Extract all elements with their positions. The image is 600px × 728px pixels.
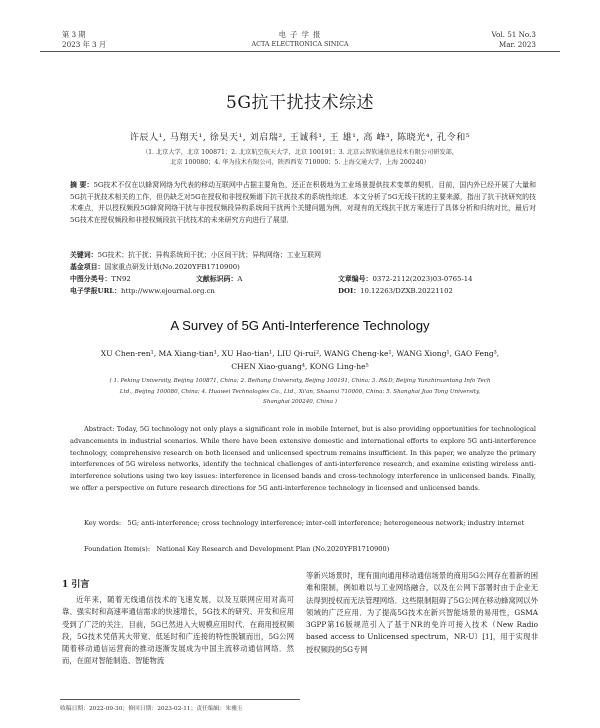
- affiliations-en: ( 1. Peking University, Beijing 100871, China; 2. Beihang University, Beijing 100191, China; 3. R&D, Beijing Yunzhiruantong Info Tech Ltd., Beijing 100080, China; 4. Huawei Technologies Co., Ltd., Xi'an, Shaanxi 710000, China; 5. Shanghai Jiao Tong University, Shanghai 200240, China ): [109, 378, 491, 406]
- affiliations-cn: [60, 148, 540, 168]
- abstract-label-en: Abstract:: [84, 425, 115, 433]
- affiliation-line: （1. 北京大学，北京 100871；2. 北京航空航天大学，北京 100191；3. 北京云智软通信息技术有限公司研发部，: [141, 149, 459, 156]
- abstract-text-en: Today, 5G technology not only plays a significant role in mobile Internet, but is also providing opportunities for technological advancements in industrial scenarios. While there have been extensive domestic and international efforts to explore 5G anti-interference technology, comprehensive research on both licensed and unlicensed spectrum remains insufficient. In this paper, we analyze the primary interferences of 5G wireless networks, identify the technical challenges of anti-interference research, and examine existing wireless anti-interference solutions using two key issues: interference in licensed bands and cross-technology interference in unlicensed bands. Finally, we offer a perspective on future research directions for 5G anti-interference technology in licensed and unlicensed bands.: [70, 425, 536, 492]
- volume-info: Vol. 51 No.3: [491, 30, 536, 39]
- journal-name-en: ACTA ELECTRONICA SINICA: [251, 40, 349, 48]
- abstract-en: [70, 424, 536, 495]
- affiliation-line: 北京 100080；4. 华为技术有限公司，陕西西安 710000；5. 上海交通大学，上海 200240）: [170, 159, 430, 166]
- document-code: 文献标识码：A: [196, 275, 243, 283]
- section-heading-intro: 1 引言: [62, 580, 90, 590]
- abstract-label-cn: 摘 要：: [70, 181, 94, 189]
- keywords-en: Key words: 5G; anti-interference; cross technology interference; inter-cell interference; heterogeneous network; industry internet: [84, 519, 525, 527]
- paper-title-en: A Survey of 5G Anti-Interference Technology: [170, 318, 430, 333]
- journal-url: 电子学报URL：http://www.ejournal.org.cn: [70, 287, 215, 295]
- fund-cn: 基金项目：国家重点研发计划(No.2020YFB1710900): [70, 263, 240, 271]
- authors-en: XU Chen-ren¹, MA Xiang-tian¹, XU Hao-tian¹, LIU Qi-rui², WANG Cheng-ke¹, WANG Xiong¹, GAO Feng³, CHEN Xiao-guang⁴, KONG Ling-he⁵: [100, 349, 500, 371]
- received-date-footnote: 收稿日期：2022-09-30；修回日期：2023-02-11；责任编辑：朱雅玉: [60, 706, 243, 712]
- month-info: Mar. 2023: [498, 40, 536, 49]
- issue-date: 2023 年 3 月: [62, 40, 107, 49]
- abstract-cn: [70, 180, 536, 227]
- footnote-rule: [60, 699, 300, 700]
- journal-name-cn: 电 子 学 报: [278, 30, 322, 39]
- doi: DOI：10.12263/DZXB.20221102: [338, 287, 453, 295]
- article-number: 文章编号：0372-2112(2023)03-0765-14: [338, 275, 473, 283]
- clc-number: 中图分类号：TN92: [70, 275, 131, 283]
- intro-left-column: 近年来，随着无线通信技术的飞速发展，以及互联网应用对高可靠、强实时和高速率通信需求的快速增长，5G技术的研究、开发和应用受到了广泛的关注．目前，5G已然进入大规模应用时代．在商用授权频段，5G技术凭借其大带宽、低延时和广连接的特性脱颖而出，5G公网随着移动通信运营商的推动逐渐发展成为中国主流移动通信网络．然而，在面对智能制造、智能物流: [62, 595, 294, 666]
- abstract-text-cn: 5G技术不仅在以蜂窝网络为代表的移动互联网中占据主要角色，还正在积极地为工业场景提供技术变革的契机．目前，国内外已经开展了大量和5G抗干扰技术相关的工作，但仍缺乏对5G在授权和非授权频谱下抗干扰技术的系统性综述．本文分析了5G无线干扰的主要来源，指出了抗干扰研究的技术难点，并以授权频段5G蜂窝网络干扰与非授权频段异构系统间干扰两个关键问题为例，对现有的无线抗干扰方案进行了具体分析和归纳对比，最后对5G技术在授权频段和非授权频段抗干扰技术的未来研究方向进行了展望．: [70, 181, 536, 225]
- authors-cn: 许辰人¹, 马翔天¹, 徐昊天¹, 刘启瑞², 王诚科¹, 王 雄¹, 高 峰³, 陈晓光⁴, 孔令和⁵: [129, 133, 471, 143]
- issue-number: 第 3 期: [62, 30, 86, 39]
- header-rule: [40, 51, 560, 52]
- fund-en: Foundation Item(s): National Key Research and Development Plan (No.2020YFB1710900): [84, 545, 390, 553]
- intro-right-column: 等新兴场景时，现有面向通用移动通信场景的商用5G公网存在着新的困难和限制，例如难以与工业网络融合，以及在公网下部署时由于企业无法得到授权而无法管理网络．这些限制阻碍了5G公网在移动蜂窝网以外领域的广泛应用．为了提高5G技术在新兴智能场景的易用性，GSMA 3GPP第16版规范引入了基于NR的免许可接入技术（New Radio based access to Unlicensed spectrum，NR-U）[1]，用于实现非授权频段的5G专网: [306, 571, 538, 654]
- keywords-cn: 关键词：5G技术；抗干扰；异构系统间干扰；小区间干扰；异构网络；工业互联网: [70, 251, 322, 259]
- paper-title-cn: 5G抗干扰技术综述: [226, 93, 374, 113]
